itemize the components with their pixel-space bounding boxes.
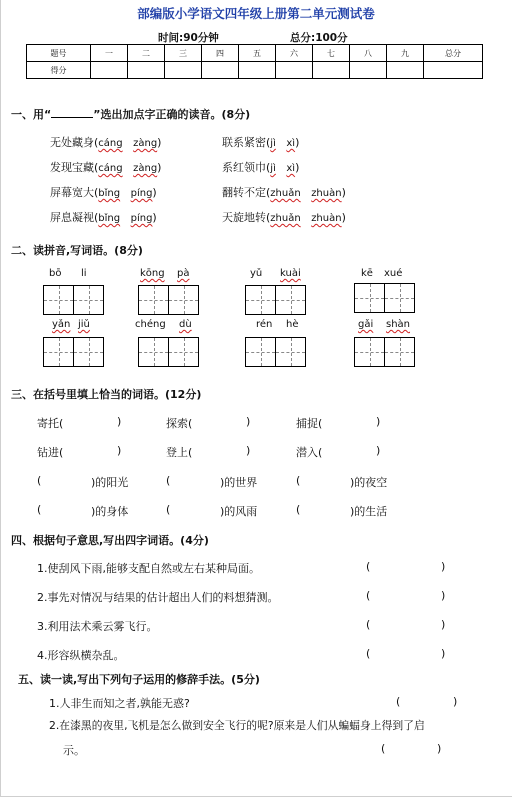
score-table-cell: 二 bbox=[128, 45, 165, 62]
writing-grid[interactable] bbox=[138, 285, 199, 315]
writing-grid[interactable] bbox=[354, 337, 415, 367]
score-input-cell[interactable] bbox=[424, 62, 483, 79]
pinyin-label: dù bbox=[179, 319, 192, 330]
fill-item-open: ( bbox=[166, 503, 171, 516]
answer-paren-close: ) bbox=[441, 647, 446, 660]
page-border-left bbox=[0, 0, 1, 797]
section-3-heading: 三、在括号里填上恰当的词语。(12分) bbox=[11, 388, 202, 401]
score-table-cell: 三 bbox=[165, 45, 202, 62]
fill-item-close: ) bbox=[246, 415, 251, 428]
fill-item-close: ) bbox=[376, 444, 381, 457]
pronunciation-item: 屏息凝视(bǐng píng) bbox=[50, 211, 157, 224]
answer-paren-close: ) bbox=[437, 742, 442, 755]
pinyin-label: shàn bbox=[386, 319, 411, 330]
score-table bbox=[26, 44, 483, 79]
section-5-heading: 五、读一读,写出下列句子运用的修辞手法。(5分) bbox=[18, 673, 260, 686]
pinyin-label: chéng bbox=[135, 319, 166, 330]
pronunciation-item: 屏幕宽大(bǐng píng) bbox=[50, 186, 157, 199]
score-input-cell[interactable] bbox=[239, 62, 276, 79]
score-table-header-row bbox=[27, 45, 483, 62]
fill-item-phrase: )的身体 bbox=[91, 505, 129, 518]
pinyin-label: bō bbox=[49, 268, 62, 279]
pinyin-label: rén bbox=[256, 319, 273, 330]
pinyin-label: yǔ bbox=[250, 268, 263, 279]
writing-grid[interactable] bbox=[43, 337, 104, 367]
answer-paren-open: ( bbox=[396, 695, 401, 708]
answer-blank bbox=[51, 107, 93, 118]
answer-paren-open: ( bbox=[366, 560, 371, 573]
score-input-cell[interactable] bbox=[165, 62, 202, 79]
pinyin-label: gǎi bbox=[358, 319, 374, 330]
pronunciation-item: 无处藏身(cáng zàng) bbox=[50, 136, 162, 149]
score-input-cell[interactable] bbox=[387, 62, 424, 79]
rhetoric-item: 2.在漆黑的夜里,飞机是怎么做到安全飞行的呢?原来是人们从蝙蝠身上得到了启 bbox=[49, 719, 425, 732]
fill-item-close: ) bbox=[376, 415, 381, 428]
rhetoric-item: 1.人非生而知之者,孰能无惑? bbox=[49, 697, 190, 710]
answer-paren-close: ) bbox=[441, 560, 446, 573]
fill-item-close: ) bbox=[117, 415, 122, 428]
pronunciation-item: 发现宝藏(cáng zàng) bbox=[50, 161, 162, 174]
fill-item-phrase: )的夜空 bbox=[350, 476, 388, 489]
score-table-cell: 四 bbox=[202, 45, 239, 62]
fill-item-word: 钻进( bbox=[37, 446, 64, 459]
fill-item-word: 寄托( bbox=[37, 417, 64, 430]
score-input-cell[interactable] bbox=[350, 62, 387, 79]
score-table-cell: 五 bbox=[239, 45, 276, 62]
section-2-heading: 二、读拼音,写词语。(8分) bbox=[11, 244, 143, 257]
pinyin-label: kōng bbox=[140, 268, 165, 279]
pronunciation-item: 天旋地转(zhuǎn zhuàn) bbox=[222, 211, 346, 224]
fill-item-phrase: )的风雨 bbox=[220, 505, 258, 518]
pinyin-label: li bbox=[81, 268, 87, 279]
answer-paren-open: ( bbox=[366, 647, 371, 660]
writing-grid[interactable] bbox=[138, 337, 199, 367]
idiom-item: 2.事先对情况与结果的估计超出人们的料想猜测。 bbox=[37, 591, 279, 604]
pinyin-label: jiǔ bbox=[78, 319, 90, 330]
pronunciation-item: 翻转不定(zhuǎn zhuàn) bbox=[222, 186, 346, 199]
fill-item-word: 登上( bbox=[166, 446, 193, 459]
score-input-cell[interactable] bbox=[276, 62, 313, 79]
writing-grid[interactable] bbox=[245, 285, 306, 315]
score-table-cell: 题号 bbox=[27, 45, 91, 62]
score-table-cell: 八 bbox=[350, 45, 387, 62]
score-table-score-row bbox=[27, 62, 483, 79]
answer-paren-close: ) bbox=[453, 695, 458, 708]
fill-item-open: ( bbox=[37, 474, 42, 487]
total-score-label: 总分:100分 bbox=[290, 32, 348, 44]
answer-paren-close: ) bbox=[441, 618, 446, 631]
doc-title: 部编版小学语文四年级上册第二单元测试卷 bbox=[137, 6, 375, 21]
answer-paren-open: ( bbox=[381, 742, 386, 755]
score-table-cell: 得分 bbox=[27, 62, 91, 79]
idiom-item: 1.使刮风下雨,能够支配自然或左右某种局面。 bbox=[37, 562, 260, 575]
time-label: 时间:90分钟 bbox=[158, 32, 219, 44]
pinyin-label: pà bbox=[177, 268, 190, 279]
section-1-heading: 一、用“ ”选出加点字正确的读音。(8分) bbox=[11, 108, 251, 121]
fill-item-close: ) bbox=[117, 444, 122, 457]
fill-item-word: 潜入( bbox=[296, 446, 323, 459]
score-input-cell[interactable] bbox=[128, 62, 165, 79]
score-table-cell: 一 bbox=[91, 45, 128, 62]
fill-item-close: ) bbox=[246, 444, 251, 457]
pinyin-label: kuài bbox=[280, 268, 301, 279]
score-input-cell[interactable] bbox=[91, 62, 128, 79]
pinyin-label: xué bbox=[384, 268, 403, 279]
answer-paren-close: ) bbox=[441, 589, 446, 602]
fill-item-open: ( bbox=[296, 503, 301, 516]
writing-grid[interactable] bbox=[245, 337, 306, 367]
pinyin-label: kē bbox=[361, 268, 373, 279]
pinyin-label: hè bbox=[286, 319, 299, 330]
fill-item-phrase: )的生活 bbox=[350, 505, 388, 518]
fill-item-open: ( bbox=[166, 474, 171, 487]
fill-item-open: ( bbox=[37, 503, 42, 516]
score-table-cell: 九 bbox=[387, 45, 424, 62]
score-table-cell: 总分 bbox=[424, 45, 483, 62]
fill-item-phrase: )的阳光 bbox=[91, 476, 129, 489]
score-table-cell: 七 bbox=[313, 45, 350, 62]
pronunciation-item: 系红领巾(jì xì) bbox=[222, 161, 300, 174]
writing-grid[interactable] bbox=[354, 283, 415, 313]
idiom-item: 3.利用法术乘云雾飞行。 bbox=[37, 620, 158, 633]
score-input-cell[interactable] bbox=[313, 62, 350, 79]
pronunciation-item: 联系紧密(jì xì) bbox=[222, 136, 300, 149]
writing-grid[interactable] bbox=[43, 285, 104, 315]
idiom-item: 4.形容纵横杂乱。 bbox=[37, 649, 125, 662]
fill-item-open: ( bbox=[296, 474, 301, 487]
score-input-cell[interactable] bbox=[202, 62, 239, 79]
fill-item-phrase: )的世界 bbox=[220, 476, 258, 489]
answer-paren-open: ( bbox=[366, 618, 371, 631]
fill-item-word: 捕捉( bbox=[296, 417, 323, 430]
score-table-cell: 六 bbox=[276, 45, 313, 62]
rhetoric-item-continuation: 示。 bbox=[63, 744, 85, 757]
pinyin-label: yǎn bbox=[52, 319, 71, 330]
section-4-heading: 四、根据句子意思,写出四字词语。(4分) bbox=[11, 534, 209, 547]
answer-paren-open: ( bbox=[366, 589, 371, 602]
fill-item-word: 探索( bbox=[166, 417, 193, 430]
